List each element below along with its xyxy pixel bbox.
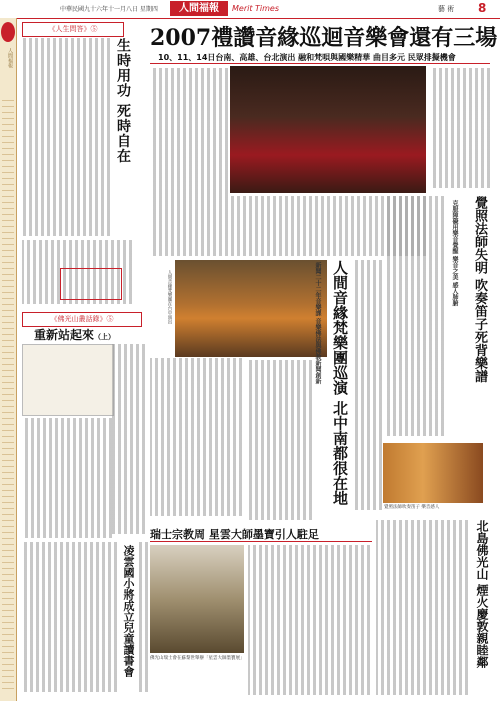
section-name: 藝 術: [438, 5, 455, 13]
sidebar-label: 人間福報: [7, 48, 13, 68]
article-heading-stand-up: [34, 326, 115, 343]
article-heading-fireworks: 北島佛光山 煙火慶敦親睦鄰: [475, 520, 489, 669]
article-body-monks: [150, 358, 242, 516]
photo-orchestra: [230, 66, 426, 193]
article-body-reading-club: [22, 542, 117, 692]
article-body-concert: [150, 68, 228, 256]
caption-flute: 覺照法師吹奏笛子 樂音感人: [384, 505, 440, 510]
article-body-swiss: [248, 545, 370, 695]
newspaper-logo: 人間福報: [170, 1, 228, 16]
photo-monks: [175, 260, 327, 357]
article-body-sanskrit-orchestra: [246, 360, 312, 520]
article-body-reading-club-2: [138, 542, 148, 692]
article-body-life-qa: [22, 38, 110, 236]
sidebar-note-box: [60, 268, 122, 300]
heading-text: 重新站起來: [34, 328, 95, 342]
article-body-stand-up: [112, 344, 145, 534]
swiss-rule: [150, 541, 372, 542]
article-heading-swiss: 瑞士宗教周 星雲大師墨寶引人駐足: [150, 528, 319, 541]
photo-exhibit: [150, 545, 244, 653]
article-body-stand-up-2: [22, 418, 112, 538]
column-tag-foguangshan: 《佛光山叢話錄》⑤: [22, 312, 142, 327]
illustration-frame: [22, 344, 114, 416]
issue-date: 中華民國九十六年十一月八日 星期四: [60, 6, 158, 13]
photo-flute: [383, 443, 483, 503]
article-body-fireworks: [376, 520, 468, 695]
article-heading-life-qa: 生時用功 死時自在: [115, 38, 131, 164]
caption-exhibit: 佛光山瑞士會在蘇黎世舉辦「星雲大師墨寶展」: [150, 656, 245, 661]
article-body-concert-2: [430, 68, 490, 188]
heading-suffix: （上）: [94, 332, 116, 341]
article-heading-sanskrit-orchestra: 人間音緣梵樂團巡演 北中南都很在地: [331, 260, 349, 506]
headline-rule: [150, 63, 490, 64]
main-subheadline: 10、11、14日台南、高雄、台北演出 融和梵唄與國樂精華 曲目多元 民眾排擬機會: [158, 53, 456, 62]
article-subheading-sanskrit-orchestra: 新聞二十二年音樂課 音樂佛法與佛教新聞創新: [314, 262, 321, 385]
newspaper-english-name: Merit Times: [232, 4, 280, 13]
page-number: 8: [478, 1, 487, 15]
article-heading-flute: 覺照法師失明 吹奏笛子死背樂譜: [472, 196, 487, 383]
sidebar-text-block: [2, 100, 14, 690]
article-heading-reading-club: 凌雲國小將成立兒童讀書會: [122, 545, 135, 677]
sidebar-logo-icon: [1, 22, 15, 42]
caption-monks: 人間音緣梵樂團在台中演出: [167, 270, 172, 324]
main-headline: 2007禮讚音緣巡迴音樂會還有三場: [150, 25, 498, 51]
article-body-flute: [384, 196, 444, 436]
column-tag-life-qa: 《人生問答》⑤: [22, 22, 124, 37]
article-body-sanskrit-orchestra-2: [354, 260, 382, 510]
article-subheading-flute: 克服障礙用樂音覺醒 樂音之美 感人肺腑: [451, 200, 458, 307]
